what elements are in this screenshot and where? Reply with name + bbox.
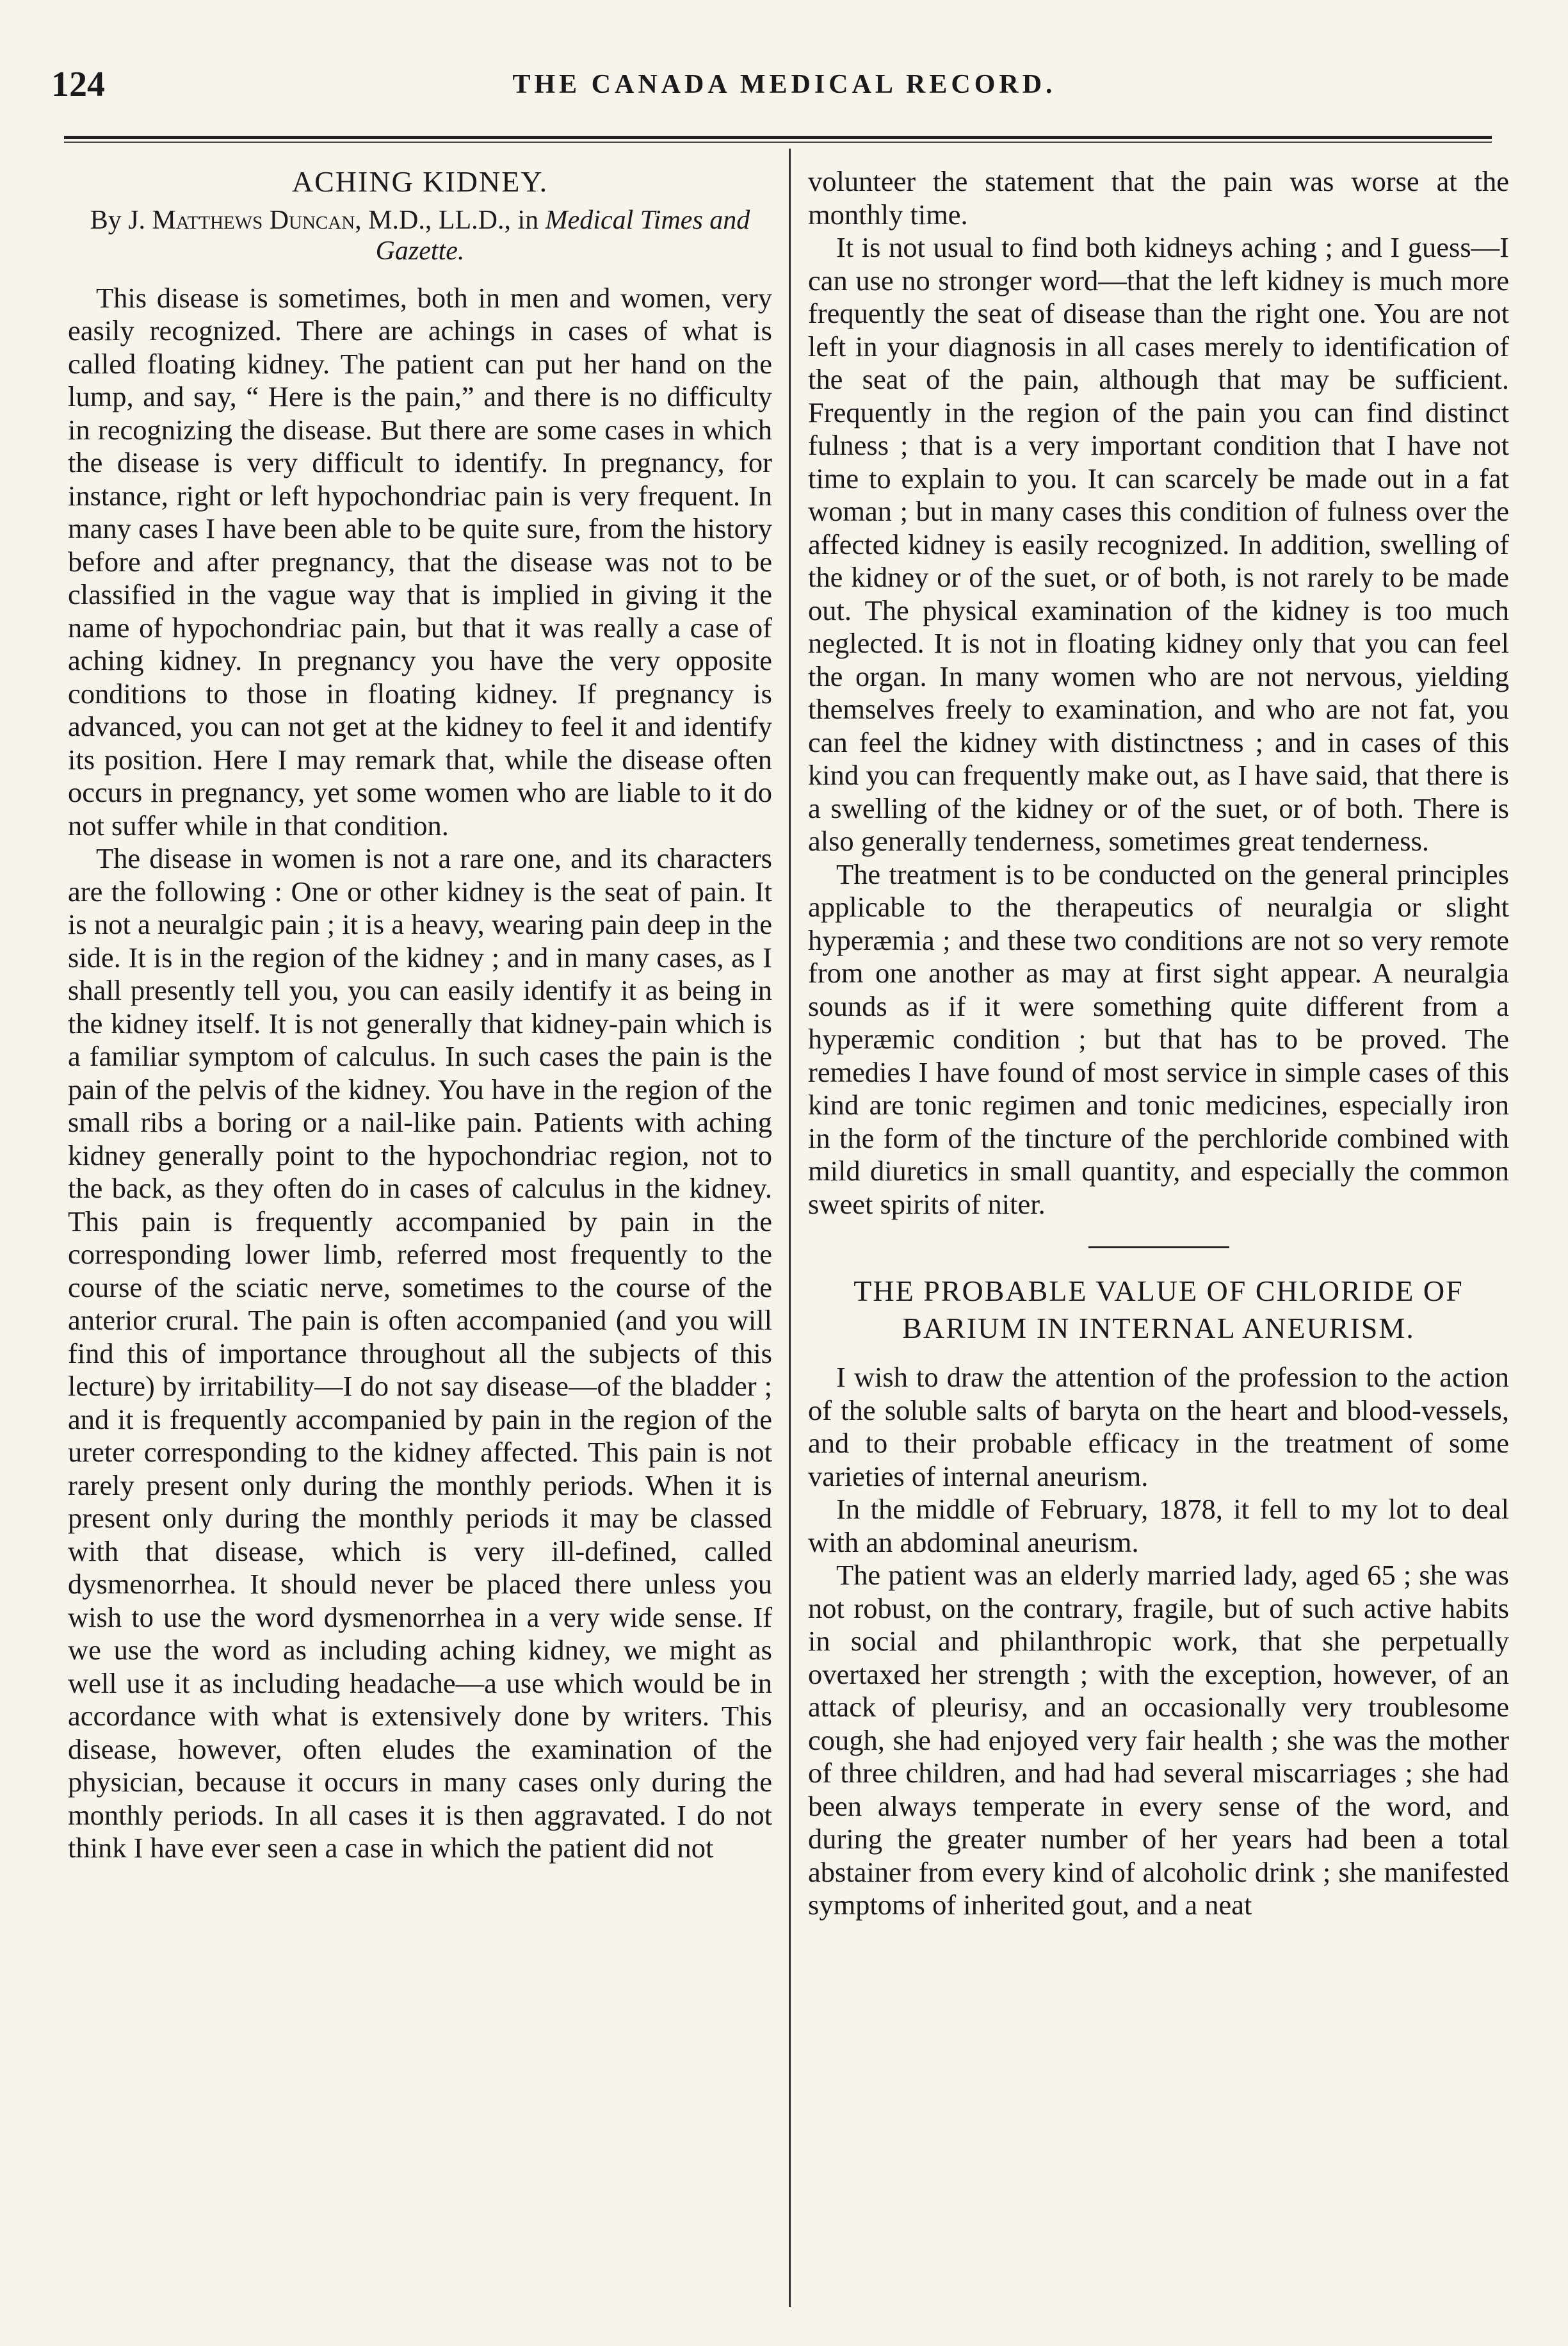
byline-prefix: By	[90, 205, 122, 235]
left-column	[68, 165, 772, 1865]
byline-degrees: , M.D., LL.D., in	[355, 205, 539, 235]
right-column	[808, 165, 1509, 1922]
byline-author: J. Matthews Duncan	[128, 205, 355, 235]
paragraph: In the middle of February, 1878, it fell to my lot to deal with an abdominal aneurism.	[808, 1493, 1509, 1558]
running-head: THE CANADA MEDICAL RECORD.	[512, 70, 1056, 99]
header-rule	[64, 136, 1492, 143]
paragraph: The disease in women is not a rare one, and its characters are the following : One or other kidney is the seat of pain. It is not a neuralgic pain ; it is a heavy, wearing pain deep in the side. It is in the region of the kidney ; and in many cases, as I shall presently tell you, you can easily identify it as being in the kidney itself. It is not generally that kidney-pain which is a familiar symptom of calculus. In such cases the pain is the pain of the pelvis of the kidney. You have in the region of the small ribs a boring or a nail-like pain. Patients with aching kidney generally point to the hypochondriac region, not to the back, as they often do in cases of calculus in the kidney. This pain is frequently accompanied by pain in the corresponding lower limb, referred most frequently to the course of the sciatic nerve, sometimes to the course of the anterior crural. The pain is often accompanied (and you will find this of importance throughout all the subjects of this lecture) by irritability—I do not say disease—of the bladder ; and it is frequently accompanied by pain in the region of the ureter corresponding to the kidney affected. This pain is not rarely present only during the monthly periods. When it is present only during the monthly periods it may be classed with that disease, which is very ill-defined, called dysmenorrhea. It should never be placed there unless you wish to use the word dysmenorrhea in a very wide sense. If we use the word as including aching kidney, we might as well use it as including headache—a use which would be in accordance with what is extensively done by writers. This disease, however, often eludes the examination of the physician, because it occurs in many cases only during the monthly periods. In all cases it is then aggravated. I do not think I have ever seen a case in which the patient did not	[68, 842, 772, 1864]
page-header	[51, 64, 1517, 115]
byline	[68, 205, 772, 266]
section-separator	[1088, 1246, 1229, 1248]
article-title: ACHING KIDNEY.	[291, 165, 549, 198]
paragraph: I wish to draw the attention of the profession to the action of the soluble salts of baryta on the heart and blood-vessels, and to their probable efficacy in the treatment of some varieties of internal aneurism.	[808, 1361, 1509, 1492]
page-number: 124	[51, 65, 105, 104]
paragraph: The patient was an elderly married lady, aged 65 ; she was not robust, on the contrary, fragile, but of such active habits in social and philanthropic work, that she perpetually overtaxed her strength ; with the exception, however, of an attack of pleurisy, and an occasionally very troublesome cough, she had enjoyed very fair health ; she was the mother of three children, and had had several miscarriages ; she had been always temperate in every sense of the word, and during the greater number of her years had been a total abstainer from every kind of alcoholic drink ; she manifested symptoms of inherited gout, and a neat	[808, 1559, 1509, 1921]
paragraph: It is not usual to find both kidneys aching ; and I guess—I can use no stronger word—that the left kidney is much more frequently the seat of disease than the right one. You are not left in your diagnosis in all cases merely to identification of the seat of the pain, although that may be sufficient. Frequently in the region of the pain you can find distinct fulness ; that is a very important condition that I have not time to explain to you. It can scarcely be made out in a fat woman ; but in many cases this condition of fulness over the affected kidney is easily recognized. In addition, swelling of the kidney or of the suet, or of both, is not rarely to be made out. The physical examination of the kidney is too much neglected. It is not in floating kidney only that you can feel the organ. In many women who are not nervous, yielding themselves freely to examination, and who are not fat, you can feel the kidney with distinctness ; and in cases of this kind you can frequently make out, as I have said, that there is a swelling of the kidney or of the suet, or of both. There is also generally tenderness, sometimes great tenderness.	[808, 231, 1509, 857]
paragraph-continued: volunteer the statement that the pain was worse at the monthly time.	[808, 165, 1509, 231]
paragraph: The treatment is to be conducted on the general principles applicable to the therapeutics of neuralgia or slight hyperæmia ; and these two conditions are not so very remote from one another as may at first sight appear. A neuralgia sounds as if it were something quite different from a hyperæmic condition ; but that has to be proved. The remedies I have found of most service in simple cases of this kind are tonic regimen and tonic medicines, especially iron in the form of the tincture of the perchloride combined with mild diuretics in small quantity, and especially the common sweet spirits of niter.	[808, 858, 1509, 1220]
article-title: THE PROBABLE VALUE OF CHLORIDE OF BARIUM IN INTERNAL ANEURISM.	[853, 1275, 1464, 1344]
column-divider	[789, 149, 791, 2307]
byline-source: Medical Times and Gazette.	[375, 205, 750, 266]
paragraph: This disease is sometimes, both in men and women, very easily recognized. There are achings in cases of what is called floating kidney. The patient can put her hand on the lump, and say, “ Here is the pain,” and there is no difficulty in recognizing the disease. But there are some cases in which the disease is very difficult to identify. In pregnancy, for instance, right or left hypochondriac pain is very frequent. In many cases I have been able to be quite sure, from the history before and after pregnancy, that the disease was not to be classified in the vague way that is implied in giving it the name of hypochondriac pain, but that it was really a case of aching kidney. In pregnancy you have the very opposite conditions to those in floating kidney. If pregnancy is advanced, you can not get at the kidney to feel it and identify its position. Here I may remark that, while the disease often occurs in pregnancy, yet some women who are liable to it do not suffer while in that condition.	[68, 281, 772, 842]
